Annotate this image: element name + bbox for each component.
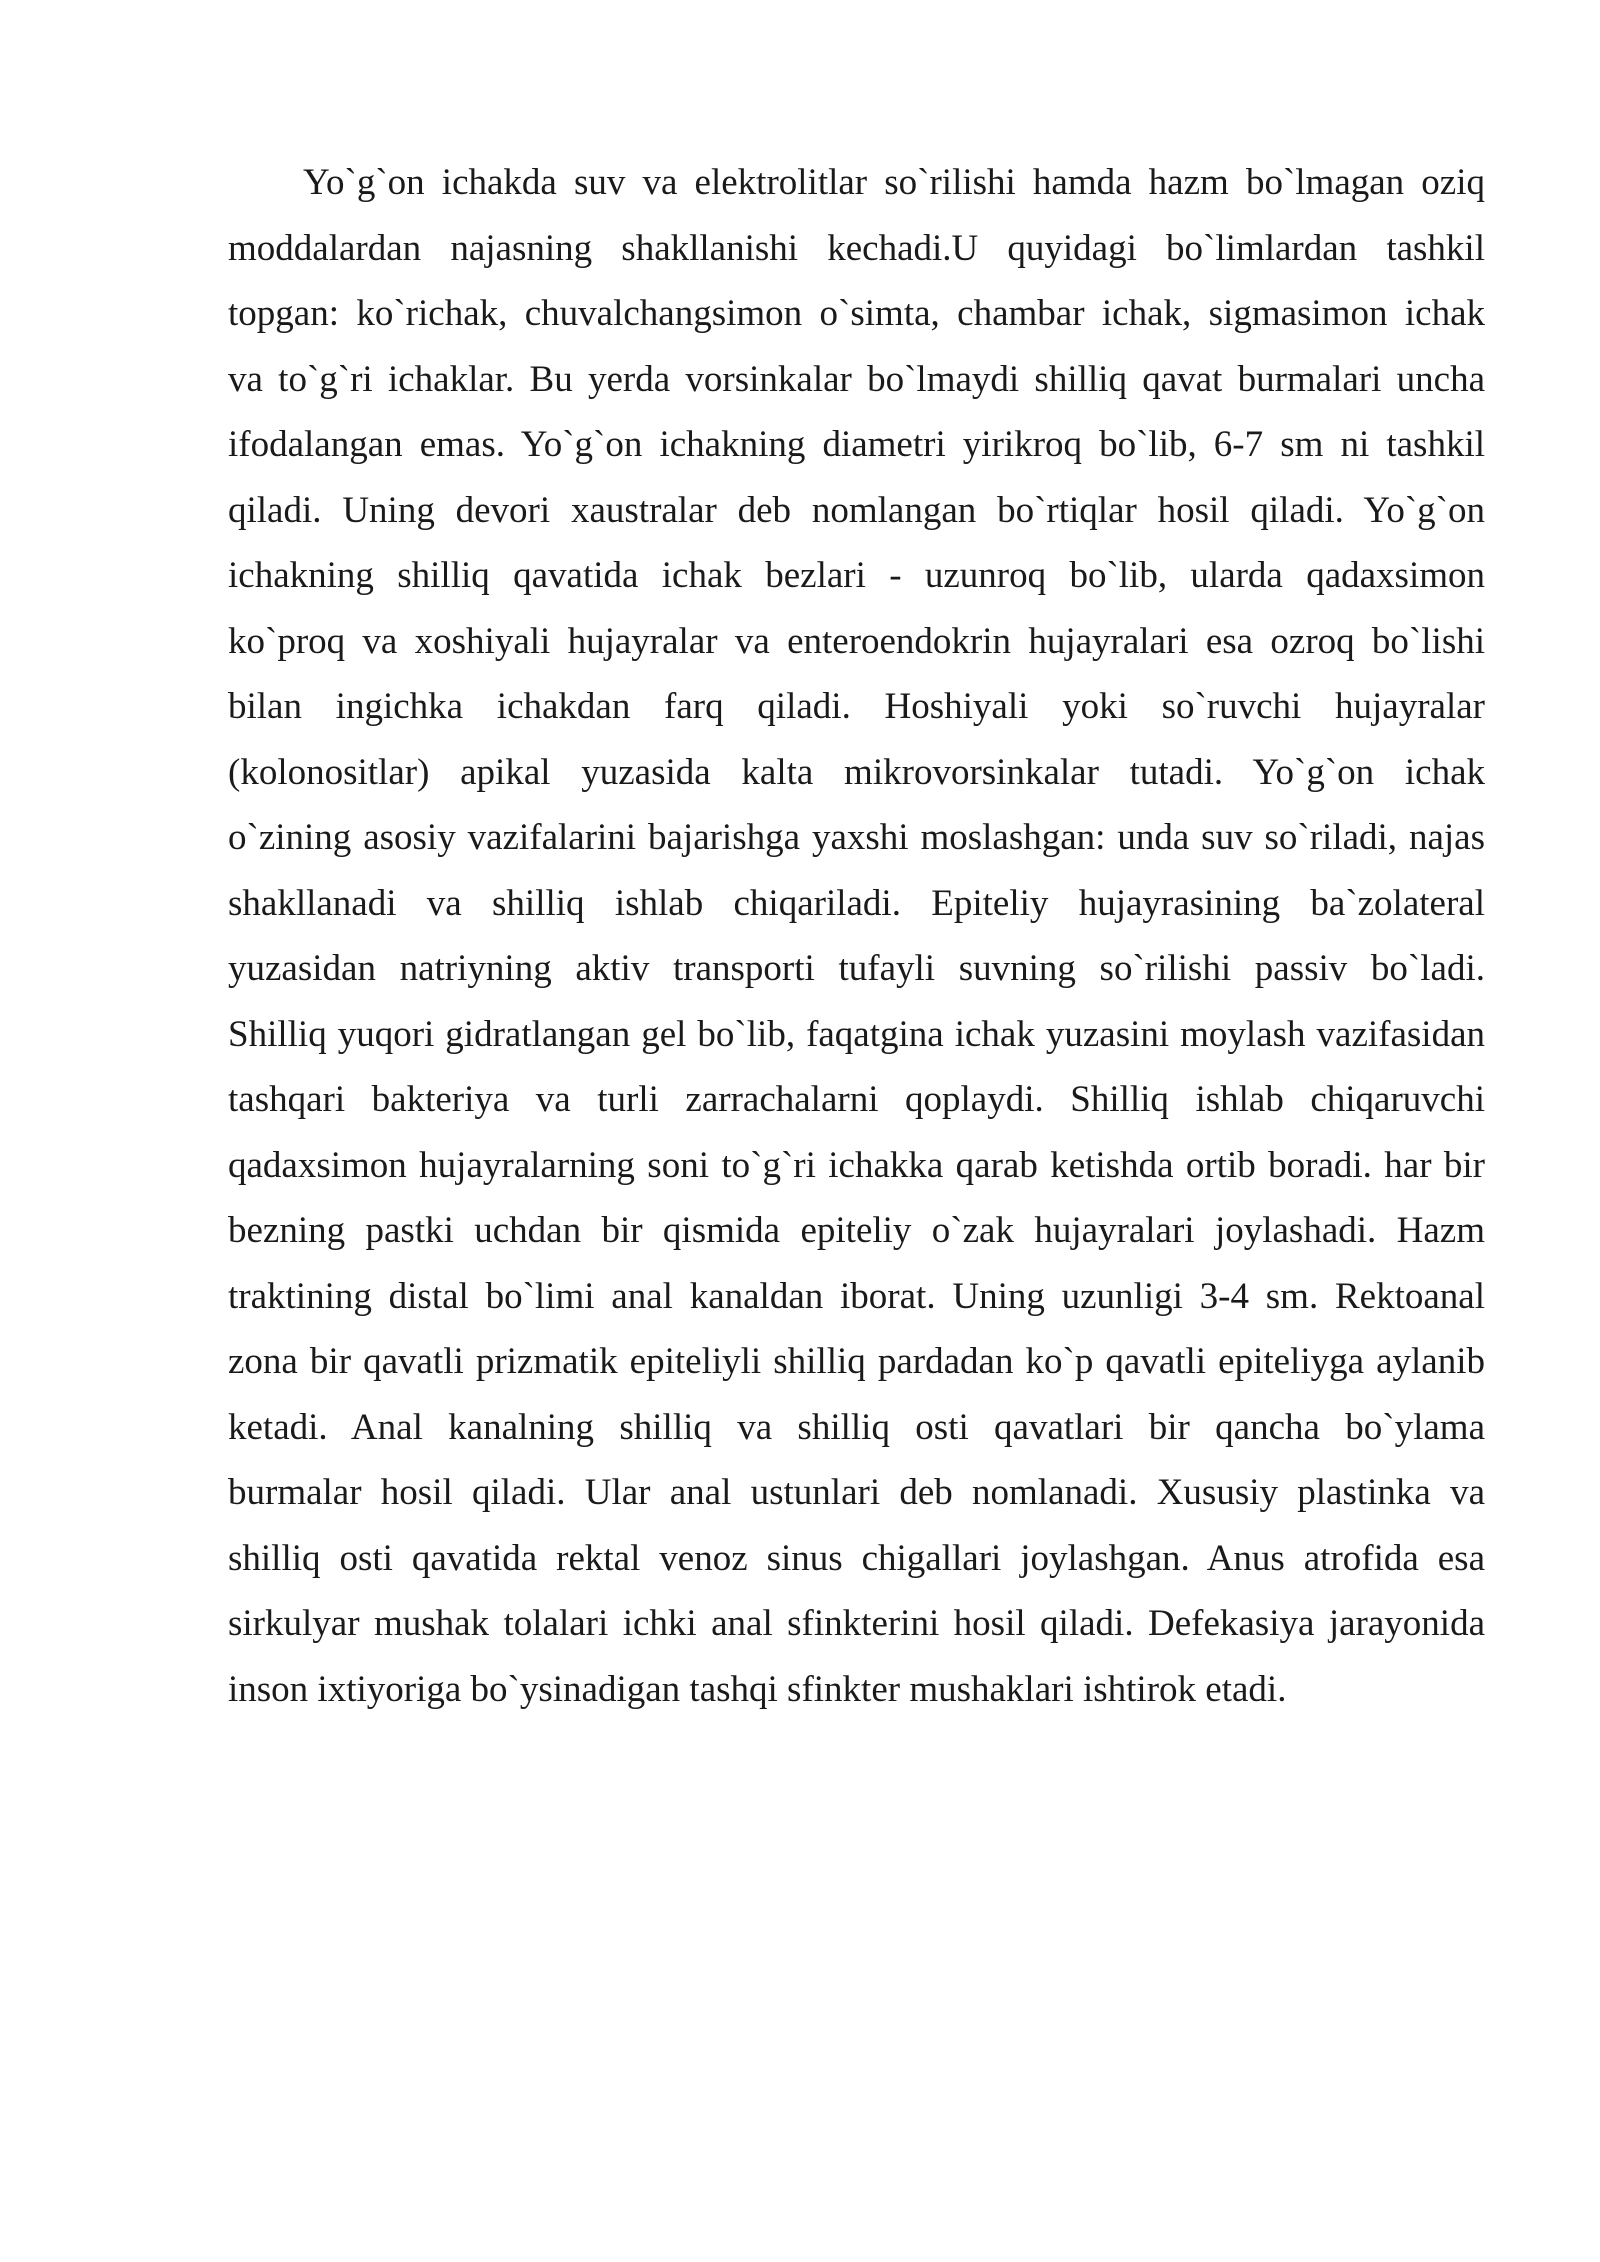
body-paragraph — [228, 150, 1485, 1722]
paragraph-line: (kolonositlar) apikal yuzasida kalta mikrovorsinkalar tutadi. Yo`g`on ichak — [228, 751, 1485, 793]
paragraph-line: burmalar hosil qiladi. Ular anal ustunlari deb nomlanadi. Xususiy plastinka va — [228, 1472, 1485, 1513]
paragraph-line: qiladi. Uning devori xaustralar deb nomlangan bo`rtiqlar hosil qiladi. Yo`g`on — [228, 489, 1485, 531]
paragraph-line: inson ixtiyoriga bo`ysinadigan tashqi sfinkter mushaklari ishtirok etadi. — [228, 1668, 1287, 1710]
paragraph-line: traktining distal bo`limi anal kanaldan iborat. Uning uzunligi 3-4 sm. Rektoanal — [228, 1275, 1485, 1317]
paragraph-line: qadaxsimon hujayralarning soni to`g`ri ichakka qarab ketishda ortib boradi. har bir — [228, 1144, 1485, 1186]
paragraph-line: va to`g`ri ichaklar. Bu yerda vorsinkalar bo`lmaydi shilliq qavat burmalari uncha — [228, 358, 1485, 400]
paragraph-line: yuzasidan natriyning aktiv transporti tufayli suvning so`rilishi passiv bo`ladi. — [228, 948, 1485, 989]
paragraph-line: shilliq osti qavatida rektal venoz sinus chigallari joylashgan. Anus atrofida esa — [228, 1537, 1485, 1579]
paragraph-line: sirkulyar mushak tolalari ichki anal sfinkterini hosil qiladi. Defekasiya jarayonida — [228, 1603, 1485, 1644]
paragraph-line: ifodalangan emas. Yo`g`on ichakning diametri yirikroq bo`lib, 6-7 sm ni tashkil — [228, 424, 1485, 465]
paragraph-line: tashqari bakteriya va turli zarrachalarni qoplaydi. Shilliq ishlab chiqaruvchi — [228, 1079, 1485, 1120]
paragraph-line: bezning pastki uchdan bir qismida epiteliy o`zak hujayralari joylashadi. Hazm — [228, 1210, 1485, 1251]
paragraph-line: moddalardan najasning shakllanishi kechadi.U quyidagi bo`limlardan tashkil — [228, 227, 1485, 269]
paragraph-line: bilan ingichka ichakdan farq qiladi. Hoshiyali yoki so`ruvchi hujayralar — [228, 686, 1485, 727]
paragraph-line: shakllanadi va shilliq ishlab chiqariladi. Epiteliy hujayrasining ba`zolateral — [228, 882, 1485, 924]
paragraph-line: o`zining asosiy vazifalarini bajarishga yaxshi moslashgan: unda suv so`riladi, najas — [228, 817, 1485, 858]
paragraph-line: topgan: ko`richak, chuvalchangsimon o`simta, chambar ichak, sigmasimon ichak — [228, 293, 1485, 334]
paragraph-line: ko`proq va xoshiyali hujayralar va enteroendokrin hujayralari esa ozroq bo`lishi — [228, 620, 1485, 662]
paragraph-line: Shilliq yuqori gidratlangan gel bo`lib, faqatgina ichak yuzasini moylash vazifasidan — [228, 1013, 1485, 1055]
paragraph-line: Yo`g`on ichakda suv va elektrolitlar so`rilishi hamda hazm bo`lmagan oziq — [303, 162, 1485, 203]
paragraph-line: ketadi. Anal kanalning shilliq va shilliq osti qavatlari bir qancha bo`ylama — [228, 1406, 1485, 1448]
paragraph-line: zona bir qavatli prizmatik epiteliyli shilliq pardadan ko`p qavatli epiteliyga aylanib — [228, 1341, 1485, 1382]
paragraph-line: ichakning shilliq qavatida ichak bezlari - uzunroq bo`lib, ularda qadaxsimon — [228, 555, 1485, 596]
